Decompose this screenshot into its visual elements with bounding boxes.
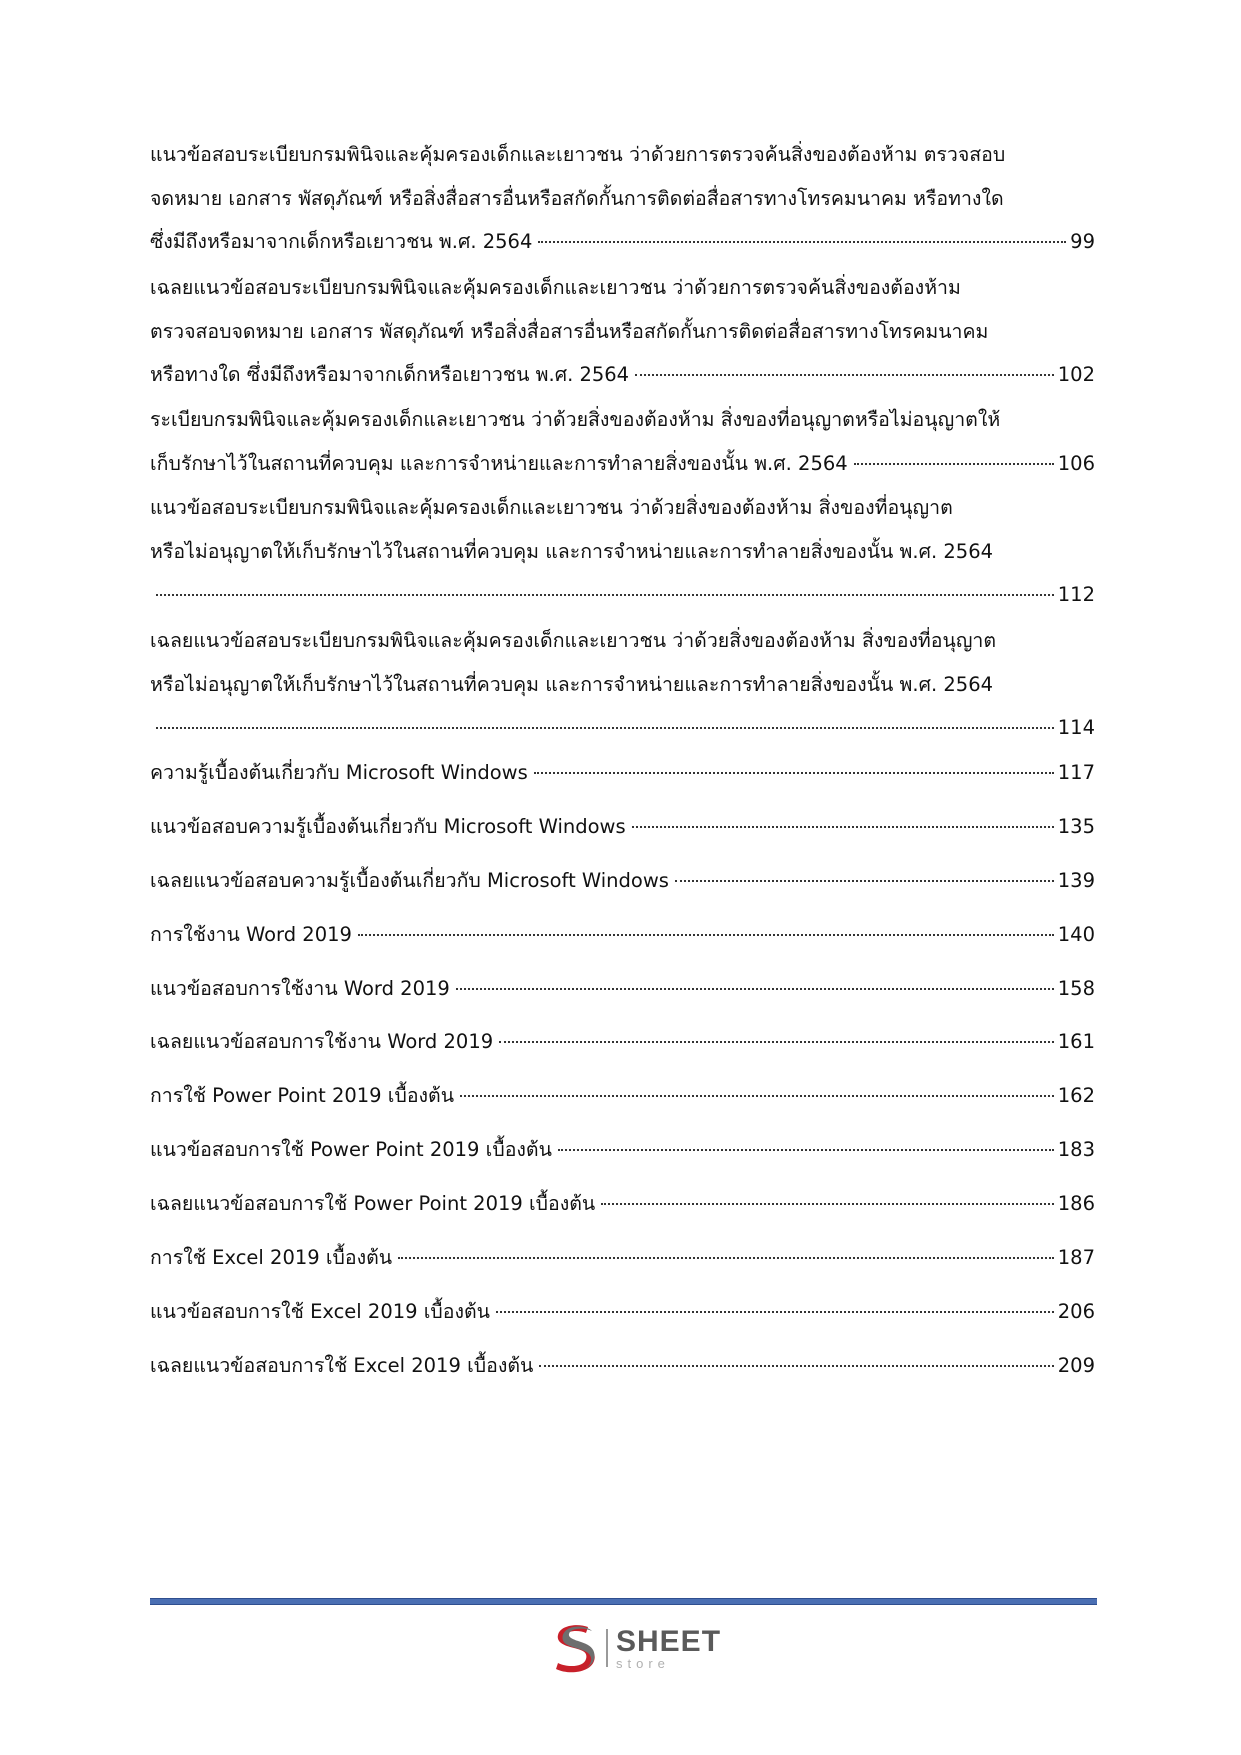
footer-rule (150, 1598, 1097, 1605)
toc-entry[interactable] (150, 967, 1095, 1011)
toc-dot-leader (156, 594, 1054, 596)
toc-dot-leader (358, 934, 1054, 936)
toc-entry-title-line: แนวข้อสอบการใช้งาน Word 2019 (150, 977, 450, 1000)
toc-dot-leader (398, 1257, 1054, 1259)
toc-page-number: 183 (1057, 1138, 1095, 1161)
toc-entry-title-line: การใช้ Power Point 2019 เบื้องต้น (150, 1084, 455, 1107)
toc-entry-leader-row (150, 859, 1095, 903)
toc-entry-title-line: เฉลยแนวข้อสอบการใช้ Excel 2019 เบื้องต้น (150, 1354, 534, 1377)
toc-entry[interactable] (150, 619, 1095, 750)
toc-page-number: 117 (1057, 761, 1095, 784)
toc-page-number: 187 (1057, 1246, 1095, 1269)
toc-entry[interactable] (150, 1290, 1095, 1334)
toc-entry-leader-row (150, 573, 1095, 617)
toc-entry-title-line: หรือไม่อนุญาตให้เก็บรักษาไว้ในสถานที่ควบคุม และการจำหน่ายและการทำลายสิ่งของนั้น พ.ศ. 2564 (150, 539, 994, 563)
toc-dot-leader (538, 241, 1066, 243)
toc-page-number: 161 (1057, 1030, 1095, 1053)
toc-entry-title-line: เฉลยแนวข้อสอบระเบียบกรมพินิจและคุ้มครองเด็กและเยาวชน ว่าด้วยสิ่งของต้องห้าม สิ่งของที่อนุญาต (150, 629, 997, 652)
toc-dot-leader (460, 1095, 1054, 1097)
toc-entry-title-line: การใช้งาน Word 2019 (150, 923, 352, 946)
toc-entry[interactable] (150, 1236, 1095, 1280)
sheet-store-logo (548, 1618, 728, 1678)
toc-entry[interactable] (150, 805, 1095, 849)
toc-dot-leader (499, 1041, 1054, 1043)
toc-page-number: 209 (1057, 1354, 1095, 1377)
logo-word: SHEET (616, 1624, 722, 1658)
toc-entry-title-line: ตรวจสอบจดหมาย เอกสาร พัสดุภัณฑ์ หรือสิ่งสื่อสารอื่นหรือสกัดกั้นการติดต่อสื่อสารทางโทรคมนาคม (150, 319, 989, 343)
toc-page-number: 99 (1070, 230, 1095, 253)
toc-entry[interactable] (150, 1128, 1095, 1172)
toc-entry-leader-row (150, 1236, 1095, 1280)
toc-entry-leader-row (150, 220, 1095, 264)
toc-page-number: 140 (1057, 923, 1095, 946)
toc-entry-title-line: แนวข้อสอบการใช้ Excel 2019 เบื้องต้น (150, 1300, 491, 1323)
toc-entry[interactable] (150, 398, 1095, 485)
toc-entry-title-line: เก็บรักษาไว้ในสถานที่ควบคุม และการจำหน่ายและการทำลายสิ่งของนั้น พ.ศ. 2564 (150, 451, 848, 475)
toc-entry[interactable] (150, 913, 1095, 957)
toc-entry-title-line: เฉลยแนวข้อสอบการใช้ Power Point 2019 เบื้องต้น (150, 1192, 596, 1215)
toc-dot-leader (534, 772, 1054, 774)
toc-dot-leader (675, 880, 1054, 882)
toc-entry-title-line: เฉลยแนวข้อสอบความรู้เบื้องต้นเกี่ยวกับ Microsoft Windows (150, 869, 669, 892)
logo-words (616, 1624, 722, 1671)
toc-entry-leader-row (150, 442, 1095, 486)
toc-dot-leader (854, 463, 1054, 465)
toc-entry[interactable] (150, 751, 1095, 795)
logo-subword: store (616, 1655, 670, 1671)
toc-entry-title-line: ระเบียบกรมพินิจและคุ้มครองเด็กและเยาวชน ว่าด้วยสิ่งของต้องห้าม สิ่งของที่อนุญาตหรือไม่อนุญาตให้ (150, 408, 1001, 431)
toc-entry-leader-row (150, 1182, 1095, 1226)
toc-entry-title-line: แนวข้อสอบความรู้เบื้องต้นเกี่ยวกับ Microsoft Windows (150, 815, 626, 838)
toc-entry-title-line: แนวข้อสอบระเบียบกรมพินิจและคุ้มครองเด็กและเยาวชน ว่าด้วยการตรวจค้นสิ่งของต้องห้าม ตรวจสอบ (150, 143, 1006, 166)
toc-entry[interactable] (150, 859, 1095, 903)
toc-entry[interactable] (150, 1020, 1095, 1064)
toc-page-number: 158 (1057, 977, 1095, 1000)
toc-dot-leader (558, 1149, 1054, 1151)
toc-entry-title-line: หรือไม่อนุญาตให้เก็บรักษาไว้ในสถานที่ควบคุม และการจำหน่ายและการทำลายสิ่งของนั้น พ.ศ. 2564 (150, 672, 994, 696)
toc-dot-leader (601, 1203, 1054, 1205)
toc-entry-title-line: การใช้ Excel 2019 เบื้องต้น (150, 1246, 393, 1269)
toc-entry-leader-row (150, 1344, 1095, 1388)
toc-entry-leader-row (150, 706, 1095, 750)
toc-dot-leader (635, 374, 1054, 376)
toc-dot-leader (632, 826, 1054, 828)
toc-entry-title-line: แนวข้อสอบระเบียบกรมพินิจและคุ้มครองเด็กและเยาวชน ว่าด้วยสิ่งของต้องห้าม สิ่งของที่อนุญาต (150, 496, 953, 519)
toc-dot-leader (156, 727, 1054, 729)
toc-dot-leader (496, 1311, 1054, 1313)
toc-entry-title-line: เฉลยแนวข้อสอบการใช้งาน Word 2019 (150, 1030, 494, 1053)
toc-page-number: 106 (1057, 451, 1095, 475)
toc-page-number: 206 (1057, 1300, 1095, 1323)
toc-entry-leader-row (150, 353, 1095, 397)
toc-entry-title-line: หรือทางใด ซึ่งมีถึงหรือมาจากเด็กหรือเยาวชน พ.ศ. 2564 (150, 363, 630, 386)
toc-page-number: 186 (1057, 1192, 1095, 1215)
toc-entry-leader-row (150, 751, 1095, 795)
toc-page-number: 139 (1057, 869, 1095, 892)
toc-page-number: 135 (1057, 815, 1095, 838)
toc-page-number: 112 (1057, 583, 1095, 606)
toc-entry[interactable] (150, 1182, 1095, 1226)
toc-entry-leader-row (150, 1020, 1095, 1064)
toc-entry-title-line: เฉลยแนวข้อสอบระเบียบกรมพินิจและคุ้มครองเด็กและเยาวชน ว่าด้วยการตรวจค้นสิ่งของต้องห้าม (150, 276, 961, 299)
toc-entry-title-line: จดหมาย เอกสาร พัสดุภัณฑ์ หรือสิ่งสื่อสารอื่นหรือสกัดกั้นการติดต่อสื่อสารทางโทรคมนาคม หรือทางใด (150, 186, 1004, 210)
toc-dot-leader (456, 988, 1054, 990)
toc-entry-leader-row (150, 1290, 1095, 1334)
toc-entry-title-line: ซึ่งมีถึงหรือมาจากเด็กหรือเยาวชน พ.ศ. 2564 (150, 230, 533, 253)
logo-divider (606, 1629, 608, 1667)
toc-entry[interactable] (150, 1344, 1095, 1388)
toc-entry-title-line: แนวข้อสอบการใช้ Power Point 2019 เบื้องต้น (150, 1138, 552, 1161)
toc-entry[interactable] (150, 1074, 1095, 1118)
toc-entry-leader-row (150, 805, 1095, 849)
toc-page-number: 102 (1057, 363, 1095, 386)
sheet-store-s-icon (548, 1621, 600, 1675)
toc-entry-leader-row (150, 1074, 1095, 1118)
toc-entry-title-line: ความรู้เบื้องต้นเกี่ยวกับ Microsoft Windows (150, 761, 528, 784)
toc-entry[interactable] (150, 486, 1095, 617)
toc-entry-leader-row (150, 913, 1095, 957)
toc-entry-leader-row (150, 1128, 1095, 1172)
toc-entry-leader-row (150, 967, 1095, 1011)
toc-entry[interactable] (150, 266, 1095, 397)
toc-dot-leader (539, 1365, 1053, 1367)
toc-entry[interactable] (150, 133, 1095, 264)
toc-page-number: 162 (1057, 1084, 1095, 1107)
toc-page-number: 114 (1057, 716, 1095, 739)
